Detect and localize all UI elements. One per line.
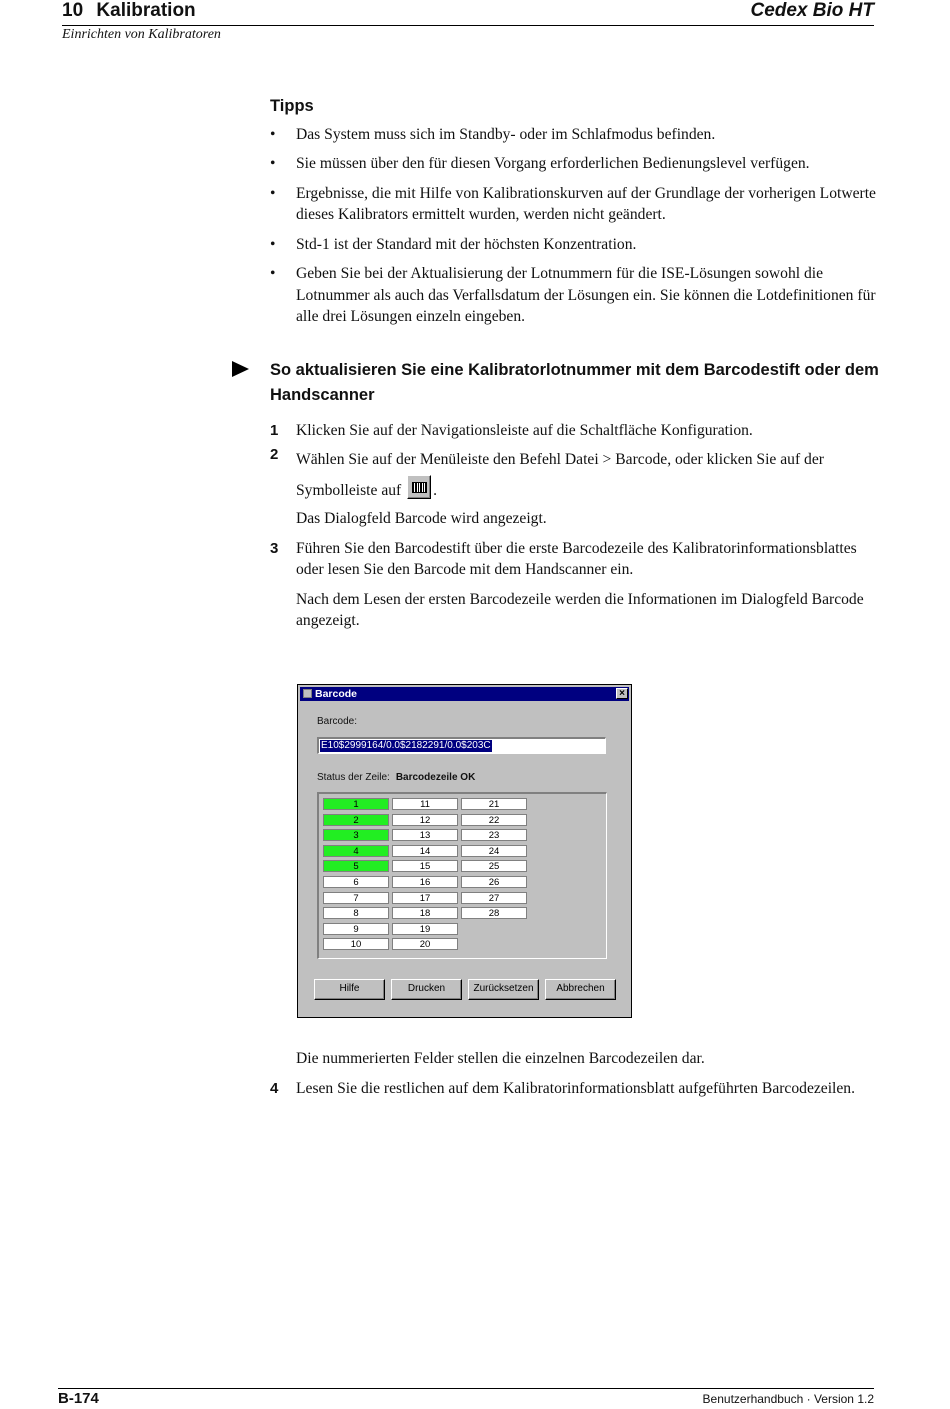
barcode-line-field: 22 — [461, 814, 527, 826]
barcode-line-field: 8 — [323, 907, 389, 919]
dialog-app-icon — [303, 689, 312, 698]
step-text: Klicken Sie auf der Navigationsleiste auf die Schaltfläche Konfiguration. — [296, 421, 753, 439]
barcode-line-field: 1 — [323, 798, 389, 810]
barcode-line-field: 15 — [392, 860, 458, 872]
step-1 — [270, 420, 880, 442]
step-3 — [270, 538, 880, 632]
barcode-line-field: 25 — [461, 860, 527, 872]
step-number: 2 — [270, 446, 279, 463]
step-note: Nach dem Lesen der ersten Barcodezeile werden die Informationen im Dialogfeld Barcode angezeigt. — [296, 590, 864, 629]
procedure-arrow-icon — [232, 361, 249, 377]
bullet-icon: • — [270, 265, 276, 282]
barcode-line-field: 2 — [323, 814, 389, 826]
barcode-line-field: 10 — [323, 938, 389, 950]
cancel-button[interactable]: Abbrechen — [545, 979, 616, 1000]
line-status — [317, 772, 475, 783]
step-text: Lesen Sie die restlichen auf dem Kalibratorinformationsblatt aufgeführten Barcodezeilen. — [296, 1079, 855, 1097]
barcode-line-field: 26 — [461, 876, 527, 888]
barcode-label: Barcode: — [317, 716, 358, 727]
barcode-line-field: 13 — [392, 829, 458, 841]
main-content — [270, 96, 880, 640]
tip-item: • Std-1 ist der Standard mit der höchsten Konzentration. — [270, 234, 880, 256]
tip-item: • Ergebnisse, die mit Hilfe von Kalibrationskurven auf der Grundlage der vorherigen Lotwerte dieses Kalibrators ermittelt wurden, werden nicht geändert. — [270, 184, 876, 223]
tip-item: • Sie müssen über den für diesen Vorgang erforderlichen Bedienungslevel verfügen. — [270, 153, 880, 175]
chapter-title: Kalibration — [96, 0, 196, 21]
print-button[interactable]: Drucken — [391, 979, 462, 1000]
barcode-line-field: 20 — [392, 938, 458, 950]
tips-heading: Tipps — [270, 97, 314, 115]
step-2: 2 Wählen Sie auf der Menüleiste den Befehl Datei > Barcode, oder klicken Sie auf der Symbolleiste auf . Das Dialogfeld Barcode wird angezeigt. — [270, 444, 880, 530]
bullet-icon: • — [270, 125, 276, 143]
footer-rule — [58, 1388, 874, 1389]
barcode-line-field: 5 — [323, 860, 389, 872]
procedure-title: So aktualisieren Sie eine Kalibratorlotnummer mit dem Barcodestift oder dem Handscanner — [270, 360, 879, 404]
step-note: Das Dialogfeld Barcode wird angezeigt. — [296, 510, 547, 527]
header-rule — [62, 25, 874, 26]
barcode-line-field: 18 — [392, 907, 458, 919]
barcode-line-field: 23 — [461, 829, 527, 841]
barcode-line-field: 3 — [323, 829, 389, 841]
barcode-dialog — [297, 684, 632, 1018]
tips-list — [270, 124, 880, 328]
barcode-value: E10$2999164/0.0$2182291/0.0$203C — [321, 740, 491, 751]
step-number: 4 — [270, 1079, 279, 1097]
barcode-line-field: 17 — [392, 892, 458, 904]
barcode-line-field: 28 — [461, 907, 527, 919]
after-figure-text — [270, 1048, 880, 1107]
barcode-line-field: 9 — [323, 923, 389, 935]
reset-button[interactable]: Zurücksetzen — [468, 979, 539, 1000]
tip-item: • Das System muss sich im Standby- oder im Schlafmodus befinden. — [270, 124, 880, 146]
help-button[interactable]: Hilfe — [314, 979, 385, 1000]
document-info: Benutzerhandbuch · Version 1.2 — [702, 1392, 874, 1406]
section-title: Einrichten von Kalibratoren — [62, 27, 221, 42]
bullet-icon: • — [270, 235, 276, 253]
barcode-line-field: 14 — [392, 845, 458, 857]
barcode-line-field: 7 — [323, 892, 389, 904]
page-number: B-174 — [58, 1390, 99, 1407]
dialog-titlebar — [300, 687, 629, 701]
barcode-line-field: 24 — [461, 845, 527, 857]
barcode-line-field: 27 — [461, 892, 527, 904]
barcode-line-field: 11 — [392, 798, 458, 810]
barcode-line-grid — [317, 792, 607, 959]
tip-item: • Geben Sie bei der Aktualisierung der Lotnummern für die ISE-Lösungen sowohl die Lotnummer als auch das Verfallsdatum der Lösungen ein. Sie können die Lotdefinitionen für alle drei Lösungen einzeln eingeben. — [270, 265, 876, 325]
barcode-line-field: 4 — [323, 845, 389, 857]
bullet-icon: • — [270, 155, 276, 172]
barcode-line-field: 16 — [392, 876, 458, 888]
step-text: Führen Sie den Barcodestift über die erste Barcodezeile des Kalibratorinformationsblattes oder lesen Sie den Barcode mit dem Handscanner ein. — [296, 539, 857, 578]
barcode-input[interactable] — [317, 737, 606, 754]
barcode-line-field: 21 — [461, 798, 527, 810]
close-icon[interactable]: × — [616, 688, 628, 699]
barcode-line-field: 12 — [392, 814, 458, 826]
dialog-title: Barcode — [315, 688, 358, 700]
barcode-toolbar-icon — [407, 475, 431, 499]
step-text: Wählen Sie auf der Menüleiste den Befehl Datei > Barcode, oder klicken Sie auf der Symbolleiste auf — [296, 451, 824, 499]
status-label: Status der Zeile: — [317, 772, 390, 783]
bullet-icon: • — [270, 184, 276, 202]
step-number: 1 — [270, 421, 279, 439]
chapter-number: 10 — [62, 0, 84, 21]
procedure — [270, 358, 880, 632]
barcode-line-field: 6 — [323, 876, 389, 888]
status-value: Barcodezeile OK — [395, 772, 476, 783]
step-number: 3 — [270, 539, 279, 557]
step-4 — [270, 1078, 880, 1100]
barcode-line-field: 19 — [392, 923, 458, 935]
figure-caption: Die nummerierten Felder stellen die einzelnen Barcodezeilen dar. — [296, 1050, 705, 1067]
product-name: Cedex Bio HT — [750, 0, 874, 21]
chapter-heading — [62, 0, 196, 22]
